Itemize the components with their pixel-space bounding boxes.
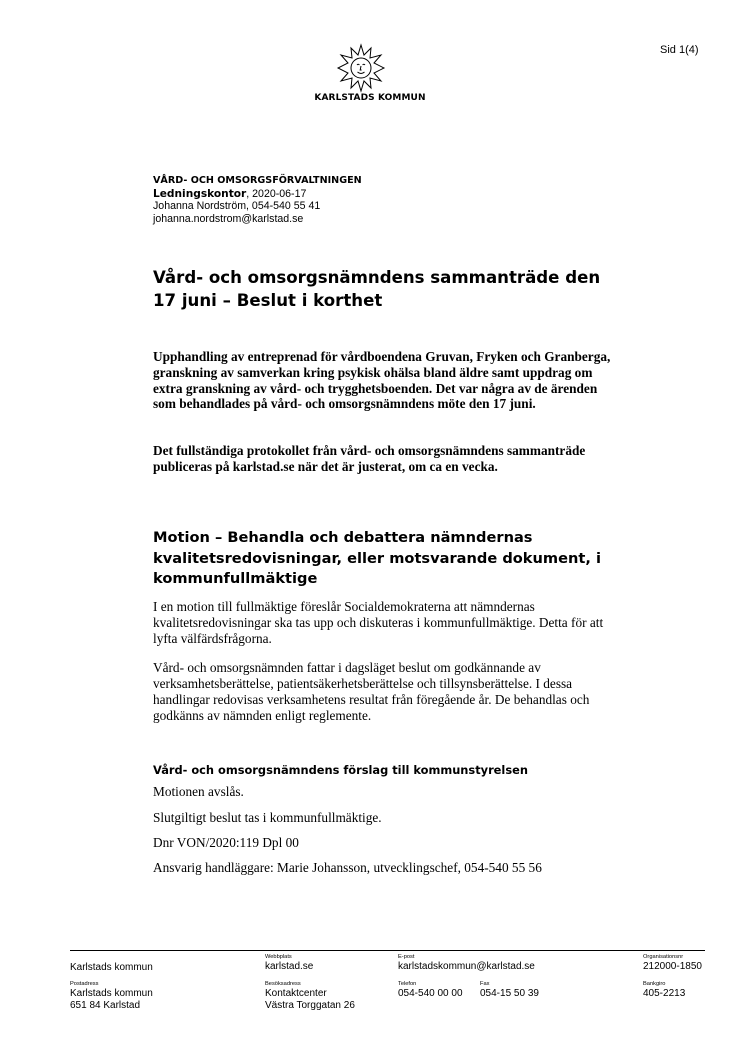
department: VÅRD- OCH OMSORGSFÖRVALTNINGEN: [153, 175, 362, 186]
org-name: KARLSTADS KOMMUN: [314, 93, 426, 103]
motion-paragraph: I en motion till fullmäktige föreslår Socialdemokraterna att nämndernas kvalitetsredovisningar ska tas upp och diskuteras i kommunfullmäktige. Detta för att lyfta välfärdsfrågorna.: [153, 599, 604, 646]
footer-bankgiro-label: Bankgiro: [643, 981, 666, 987]
office: Ledningskontor: [153, 187, 247, 200]
footer-fax-label: Fax: [480, 981, 490, 987]
motion-heading: Motion – Behandla och debattera nämndernas kvalitetsredovisningar, eller motsvarande dokument, i kommunfullmäktige: [153, 529, 601, 587]
footer-orgnr-label: Organisationsnr: [643, 954, 684, 960]
footer-visit-label: Besöksadress: [265, 981, 301, 987]
final-decision-text: Slutgiltigt beslut tas i kommunfullmäktige.: [153, 810, 382, 825]
decision-text: Motionen avslås.: [153, 784, 244, 799]
footer-orgnr-value: 212000-1850: [643, 961, 702, 972]
footer-orgnr: [643, 954, 702, 973]
page-number: Sid 1(4): [660, 44, 699, 56]
footer-visit: [265, 981, 355, 1011]
footer-phone: [398, 981, 463, 1000]
footer-postal: [70, 981, 153, 1011]
page-title: [153, 267, 633, 312]
contact-line: Johanna Nordström, 054-540 55 41: [153, 200, 321, 212]
sun-face-icon: [336, 43, 386, 93]
footer-phone-label: Telefon: [398, 981, 417, 987]
sender-block: [153, 175, 362, 225]
footer-bankgiro: [643, 981, 685, 1000]
footer-postal-line1: Karlstads kommun: [70, 988, 153, 999]
proposal-heading: Vård- och omsorgsnämndens förslag till kommunstyrelsen: [153, 763, 528, 777]
title-line-2: 17 juni – Beslut i korthet: [153, 290, 383, 310]
date: , 2020-06-17: [246, 187, 307, 200]
dnr-text: Dnr VON/2020:119 Dpl 00: [153, 835, 299, 850]
footer-visit-line1: Kontaktcenter: [265, 988, 327, 999]
motion-paragraph: Vård- och omsorgsnämnden fattar i dagsläget beslut om godkännande av verksamhetsberättelse, patientsäkerhetsberättelse och tillsynsberättelse. I dessa handlingar redovisas verksamhetens resultat från föregående år. De behandlas och godkänns av nämnden enligt reglemente.: [153, 660, 590, 723]
email: johanna.nordstrom@karlstad.se: [153, 212, 304, 225]
footer-phone-value: 054-540 00 00: [398, 988, 463, 999]
footer-visit-line2: Västra Torggatan 26: [265, 999, 355, 1011]
footer-postal-line2: 651 84 Karlstad: [70, 999, 141, 1011]
intro-paragraph: Det fullständiga protokollet från vård- och omsorgsnämndens sammanträde publiceras på karlstad.se när det är justerat, om ca en vecka.: [153, 443, 586, 474]
footer-web-value: karlstad.se: [265, 961, 314, 972]
title-line-1: Vård- och omsorgsnämndens sammanträde den: [153, 268, 601, 287]
footer-email-value: karlstadskommun@karlstad.se: [398, 961, 535, 972]
footer-fax: [480, 981, 539, 1000]
intro-paragraph: Upphandling av entreprenad för vårdboendena Gruvan, Fryken och Granberga, granskning av samverkan kring psykisk ohälsa bland äldre samt uppdrag om extra granskning av vård- och trygghetsboenden. Det var några av de ärenden som behandlades på vård- och omsorgsnämndens möte den 17 juni.: [153, 349, 611, 412]
footer-bankgiro-value: 405-2213: [643, 988, 686, 999]
footer-postal-label: Postadress: [70, 981, 99, 987]
footer-fax-value: 054-15 50 39: [480, 988, 539, 999]
footer-web-label: Webbplats: [265, 954, 292, 960]
footer-web: [265, 954, 313, 973]
responsible-text: Ansvarig handläggare: Marie Johansson, utvecklingschef, 054-540 55 56: [153, 860, 542, 875]
footer-org: Karlstads kommun: [70, 962, 153, 973]
footer-divider: [70, 950, 705, 951]
footer-email: [398, 954, 535, 973]
footer-email-label: E-post: [398, 954, 415, 960]
